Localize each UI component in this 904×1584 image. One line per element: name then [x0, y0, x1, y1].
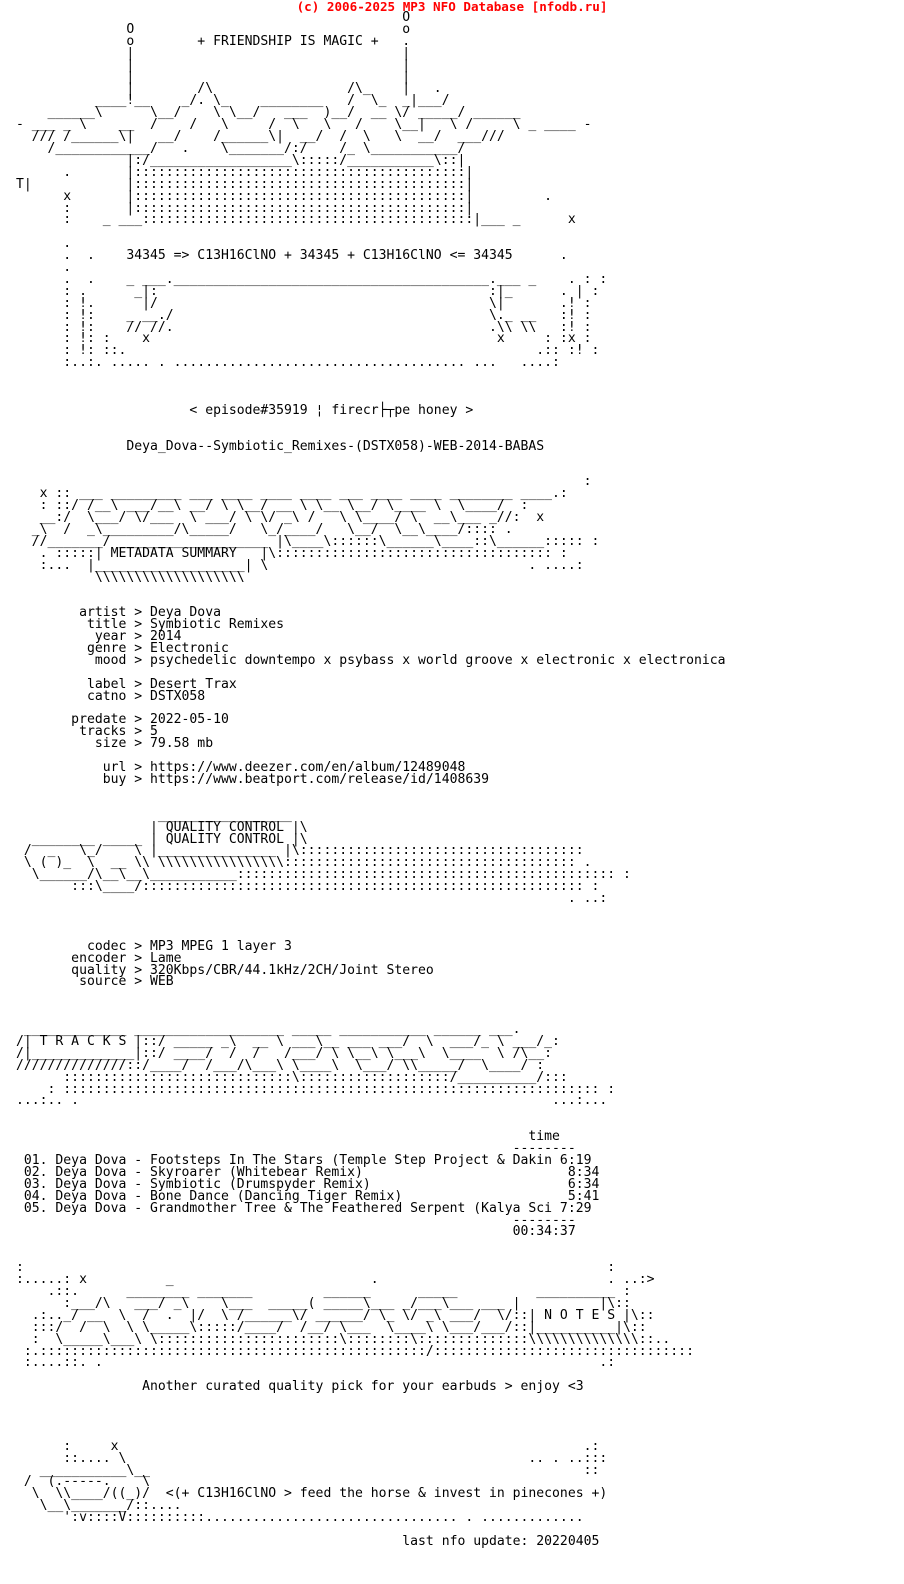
- nfo-line: :....::. . .:: [16, 1355, 616, 1371]
- nfo-line: / _ \_/ \ |_______________ |\::::::::::::::::::::::::::::::::::::: [16, 843, 584, 859]
- nfo-line: : . _|: :|_ . | :: [16, 283, 600, 299]
- nfo-line: :___/\ ___/ _\ \___ _____( _____\___ _/___\___ ___ | |\::: [16, 1295, 631, 1311]
- nfo-line: ______\ \__/ \ \__/ ___ )__/ __ \/ _____/ ______: [16, 105, 521, 121]
- nfo-line: < episode#35919 ¦ firecr├┬pe honey >: [16, 402, 474, 418]
- nfo-line: tracks > 5: [16, 724, 158, 740]
- nfo-line: //_______/ ___________________ |\____\::::::\______\____::\______::::: :: [16, 533, 600, 549]
- nfo-line: \\\\\\\\\\\\\\\\\\\: [16, 569, 245, 585]
- nfo-line: year > 2014: [16, 629, 182, 645]
- nfo-line: --------: [16, 1141, 576, 1157]
- nfo-line: Deya_Dova--Symbiotic_Remixes-(DSTX058)-WEB-2014-BABAS: [16, 438, 545, 454]
- nfo-line: Another curated quality pick for your earbuds > enjoy <3: [16, 1379, 584, 1395]
- nfo-line: / (.-----. \: [16, 1474, 151, 1490]
- nfo-line: encoder > Lame: [16, 950, 182, 966]
- nfo-line: | /\ /\_ | .: [16, 81, 442, 97]
- nfo-line: | |: [16, 69, 411, 85]
- nfo-line: size > 79.58 mb: [16, 736, 214, 752]
- nfo-line: --------: [16, 1212, 576, 1228]
- nfo-line: : !: _ __./ \._ __ :! :: [16, 307, 592, 323]
- nfo-line: . ..:: [16, 891, 608, 907]
- nfo-line: title > Symbiotic Remixes: [16, 617, 285, 633]
- nfo-line: : :::::::::::::::::::::::::::::::::::::::::::::::::::::::::::::::::::: :: [16, 1081, 616, 1097]
- nfo-line: 01. Deya Dova - Footsteps In The Stars (Temple Step Project & Dakin 6:19: [16, 1153, 592, 1168]
- nfo-line: 02. Deya Dova - Skyroarer (Whitebear Remix) 8:34: [16, 1164, 600, 1180]
- nfo-line: :... |___________________| \ . ....:: [16, 557, 584, 573]
- nfo-line: \ \\____/((_)/ <(+ C13H16ClNO > feed the horse & invest in pinecones +): [16, 1486, 608, 1502]
- nfo-line: codec > MP3 MPEG 1 layer 3: [16, 938, 292, 954]
- nfo-line: mood > psychedelic downtempo x psybass x world groove x electronic x electronica: [16, 652, 726, 668]
- nfo-line: | |: [16, 57, 411, 73]
- nfo-line: \__\_______/::....: [16, 1498, 182, 1514]
- nfo-line: \______/\__\__\___________:::::::::::::::::::::::::::::::::::::::::::::::: :: [16, 867, 631, 883]
- nfo-line: :.....: x _ . . ..:>: [16, 1272, 655, 1288]
- nfo-line: x |::::::::::::::::::::::::::::::::::::::::::| .: [16, 188, 553, 204]
- nfo-line: : :: [16, 1260, 616, 1276]
- nfo-line: /____________/ . \_______/:/ /_ \___________/: [16, 140, 466, 156]
- nfo-line: . . _ ___.________________________________________.___ _ . : :: [16, 271, 608, 287]
- nfo-line: url > https://www.deezer.com/en/album/12489048: [16, 760, 466, 776]
- nfo-line: /// /______\| __/ /______\| __/ / \ \ __/ ___///: [16, 129, 505, 145]
- nfo-line: T| |::::::::::::::::::::::::::::::::::::::::::|: [16, 176, 474, 192]
- nfo-line: . . 34345 => C13H16ClNO + 34345 + C13H16ClNO <= 34345 .: [16, 248, 568, 264]
- nfo-line: ____!__ _/. \_ ________ / \_ _|___/: [16, 93, 450, 109]
- nfo-line: last nfo update: 20220405: [16, 1534, 600, 1549]
- nfo-line: 05. Deya Dova - Grandmother Tree & The Feathered Serpent (Kalya Sci 7:29: [16, 1200, 592, 1216]
- nfo-line: ':v::::V::::::::::................................ . .............: [16, 1510, 584, 1526]
- nfo-line: : \_____\___\ \:::::::::::::::::::::::\::::::::\::::::::::::::\\\\\\\\\\\\\\::..: [16, 1331, 671, 1347]
- nfo-line: ...:.. . ...:...: [16, 1093, 608, 1109]
- nfo-line: source > WEB: [16, 974, 174, 990]
- nfo-line: : |::::::::::::::::::::::::::::::::::::::::::|: [16, 200, 474, 216]
- nfo-line: - ___ _ \ __ / / \ / \ \ / \__| \ / \ _ ____ -: [16, 117, 592, 133]
- nfo-line: artist > Deya Dova: [16, 605, 221, 621]
- nfo-line: /| T R A C K S |::/ _____ _\ __ \ ___\__ ___ ___/ \ ___/_ \ ___/_:: [16, 1033, 560, 1049]
- nfo-line: \ ( )_ \ __ \\ \\\\\\\\\\\\\\\\::::::::::::::::::::::::::::::::::::: .: [16, 855, 592, 871]
- nfo-line: : _ ___::::::::::::::::::::::::::::::::::::::::::|___ _ x: [16, 212, 576, 228]
- nfo-line: :: [16, 474, 592, 490]
- nfo-line: : !: : x x : :x :: [16, 331, 592, 347]
- nfo-line: . :::::| METADATA SUMMARY |\::::::::::::::::::::::::::::::::::: :: [16, 545, 568, 561]
- nfo-line: o + FRIENDSHIP IS MAGIC + .: [16, 33, 411, 49]
- nfo-line: predate > 2022-05-10: [16, 712, 229, 728]
- nfo-line: . |::::::::::::::::::::::::::::::::::::::::::|: [16, 164, 474, 180]
- nfo-line: ___________\__ ::: [16, 1462, 600, 1478]
- nfo-line: label > Desert Trax: [16, 676, 237, 692]
- nfo-line: ::.... \ .. . ..:::: [16, 1450, 608, 1466]
- nfo-line: genre > Electronic: [16, 641, 229, 657]
- nfo-line: : !. |/ \| .! :: [16, 295, 592, 311]
- nfo-line: x :: ___ _________ ___ ____ ____ ____ ___ ____ ____ ________ ____.:: [16, 486, 568, 502]
- nfo-line: :::::::::::::::::::::::::::::\:::::::::::::::::::/__________/:::: [16, 1069, 568, 1085]
- nfo-line: : !: ::. .:: :! :: [16, 343, 600, 359]
- nfo-line: |:/__________________\:::::/___________\::|: [16, 152, 466, 168]
- nfo-line: :.:::::::::::::::::::::::::::::::::::::::::::::::::/:::::::::::::::::::::::::::::::::: [16, 1343, 694, 1359]
- copyright-header: (c) 2006-2025 MP3 NFO Database [nfodb.ru]: [296, 0, 608, 14]
- nfo-line: .: [16, 236, 72, 252]
- nfo-line: 04. Deya Dova - Bone Dance (Dancing Tiger Remix) 5:41: [16, 1188, 600, 1204]
- nfo-line: .: [16, 260, 72, 276]
- nfo-line: O: [16, 10, 411, 25]
- nfo-line: _\ / _\_________/\_____/ \_/____/ \__/ \__\____/:::: .: [16, 521, 513, 537]
- nfo-line: time: [16, 1129, 560, 1145]
- nfo-content: [16, 12, 725, 1548]
- nfo-line: //////////////::/____/ /___/\___\ \____\ \___/ \\_____/ \____/ :: [16, 1057, 545, 1073]
- nfo-line: buy > https://www.beatport.com/release/id/1408639: [16, 772, 489, 787]
- nfo-line: quality > 320Kbps/CBR/44.1kHz/2CH/Joint Stereo: [16, 962, 434, 978]
- nfo-line: :::/ / \ \ \_____\:::::/____/ /__/ \___ \____\ \___/___/::|__________|\::: [16, 1319, 647, 1335]
- nfo-line: : !: // //. .\\ \\ :! :: [16, 319, 592, 335]
- nfo-line: _____________ ___________________ _____ ___________ ______ ___.: [16, 1022, 521, 1038]
- nfo-line: catno > DSTX058: [16, 688, 206, 704]
- nfo-line: :::\____/:::::::::::::::::::::::::::::::::::::::::::::::::::::::: :: [16, 879, 600, 895]
- nfo-line: | QUALITY CONTROL |\: [16, 819, 308, 835]
- nfo-line: : ::/ /__\ ___/__\ __/ \ \__/ __ \ \__ \__/ \____ \ \____/ :: [16, 498, 529, 514]
- nfo-line: 00:34:37: [16, 1224, 576, 1240]
- nfo-line: __:/ \___/ \/___ \ ___/ \ \/ _\ / \ \____/ \ __\___ _//: x: [16, 510, 545, 526]
- nfo-line: _________________: [16, 807, 292, 823]
- nfo-line: .::. ________ _______ ______ _____ __________ :: [16, 1283, 631, 1299]
- nfo-line: :..:. ..... . ..................................... ... ....:: [16, 355, 560, 371]
- nfo-line: 03. Deya Dova - Symbiotic (Drumspyder Remix) 6:34: [16, 1176, 600, 1192]
- nfo-line: | |: [16, 45, 411, 61]
- nfo-line: .:.._/ __ \ / . |/ \ /______\/ ______/ \_ \/ _\ ___/ \/::| N O T E S |\::: [16, 1307, 655, 1323]
- nfo-line: : x .:: [16, 1438, 600, 1454]
- nfo-line: O o: [16, 21, 411, 37]
- nfo-line: ________ _____ | QUALITY CONTROL |\: [16, 831, 308, 847]
- nfo-line: /|_____________|::/ ____/ / / /___/ \ \__\ \___\ \____ \ /\__:: [16, 1045, 553, 1061]
